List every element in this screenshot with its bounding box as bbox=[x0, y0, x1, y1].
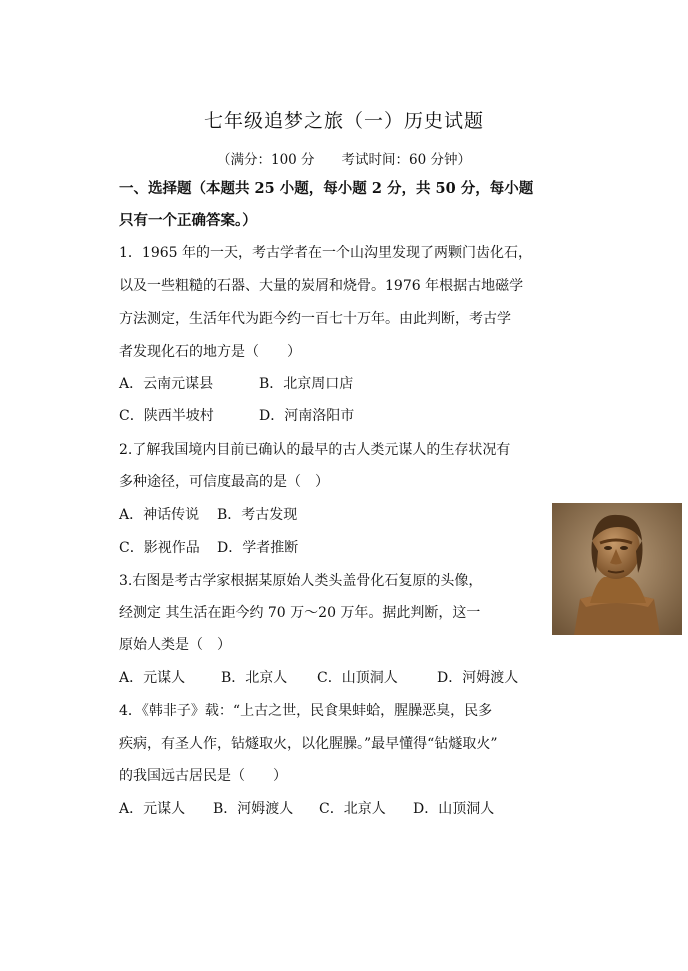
q2-option-a: A．神话传说 bbox=[119, 507, 200, 523]
exam-info: （满分：100 分 考试时间：60 分钟） bbox=[216, 152, 472, 168]
page-title: 七年级追梦之旅（一）历史试题 bbox=[203, 110, 484, 132]
q3-line-2: 经测定 其生活在距今约 70 万～20 万年。据此判断，这一 bbox=[119, 605, 481, 621]
q4-line-3: 的我国远古居民是（ ） bbox=[119, 768, 287, 784]
q2-options-row-2 bbox=[119, 538, 298, 558]
section-heading-line-1: 一、选择题（本题共 25 小题，每小题 2 分，共 50 分，每小题 bbox=[119, 180, 534, 197]
q1-line-3: 方法测定，生活年代为距今约一百七十万年。由此判断，考古学 bbox=[119, 311, 511, 327]
q1-option-d: D．河南洛阳市 bbox=[259, 408, 355, 424]
q1-options-row-2 bbox=[119, 406, 354, 426]
q1-line-1: 1．1965 年的一天，考古学者在一个山沟里发现了两颗门齿化石， bbox=[119, 245, 532, 261]
q4-line-1: 4．《韩非子》载：“上古之世，民食果蚌蛤，腥臊恶臭，民多 bbox=[119, 703, 493, 719]
q3-options-row bbox=[119, 668, 518, 688]
q2-line-1: 2.了解我国境内目前已确认的最早的古人类元谋人的生存状况有 bbox=[119, 442, 511, 458]
q3-option-d: D．河姆渡人 bbox=[437, 670, 519, 686]
q2-option-c: C．影视作品 bbox=[119, 540, 200, 556]
section-heading-line-2: 只有一个正确答案。） bbox=[119, 212, 257, 229]
q1-option-a: A．云南元谋县 bbox=[119, 376, 214, 392]
q4-option-d: D．山顶洞人 bbox=[413, 801, 495, 817]
bust-illustration bbox=[552, 503, 682, 635]
q2-option-d: D．学者推断 bbox=[217, 540, 299, 556]
q3-line-1: 3.右图是考古学家根据某原始人类头盖骨化石复原的头像， bbox=[119, 573, 483, 589]
q2-option-b: B．考古发现 bbox=[217, 507, 298, 523]
q1-line-4: 者发现化石的地方是（ ） bbox=[119, 344, 301, 360]
q1-options-row-1 bbox=[119, 374, 353, 394]
q4-option-b: B．河姆渡人 bbox=[213, 801, 294, 817]
reconstructed-head-bust-image bbox=[552, 503, 682, 635]
q3-option-b: B．北京人 bbox=[221, 670, 288, 686]
q3-option-c: C．山顶洞人 bbox=[317, 670, 398, 686]
q1-line-2: 以及一些粗糙的石器、大量的炭屑和烧骨。1976 年根据古地磁学 bbox=[119, 278, 524, 294]
q1-option-b: B．北京周口店 bbox=[259, 376, 354, 392]
q1-option-c: C．陕西半坡村 bbox=[119, 408, 214, 424]
q3-line-3: 原始人类是（ ） bbox=[119, 637, 231, 653]
q4-option-a: A．元谋人 bbox=[119, 801, 186, 817]
q4-option-c: C．北京人 bbox=[319, 801, 386, 817]
q3-option-a: A．元谋人 bbox=[119, 670, 186, 686]
q2-options-row-1 bbox=[119, 505, 297, 525]
q4-line-2: 疾病，有圣人作，钻燧取火，以化腥臊。”最早懂得“钻燧取火” bbox=[119, 736, 498, 752]
section-heading bbox=[119, 173, 589, 237]
q2-line-2: 多种途径，可信度最高的是（ ） bbox=[119, 474, 329, 490]
q4-options-row bbox=[119, 799, 494, 819]
